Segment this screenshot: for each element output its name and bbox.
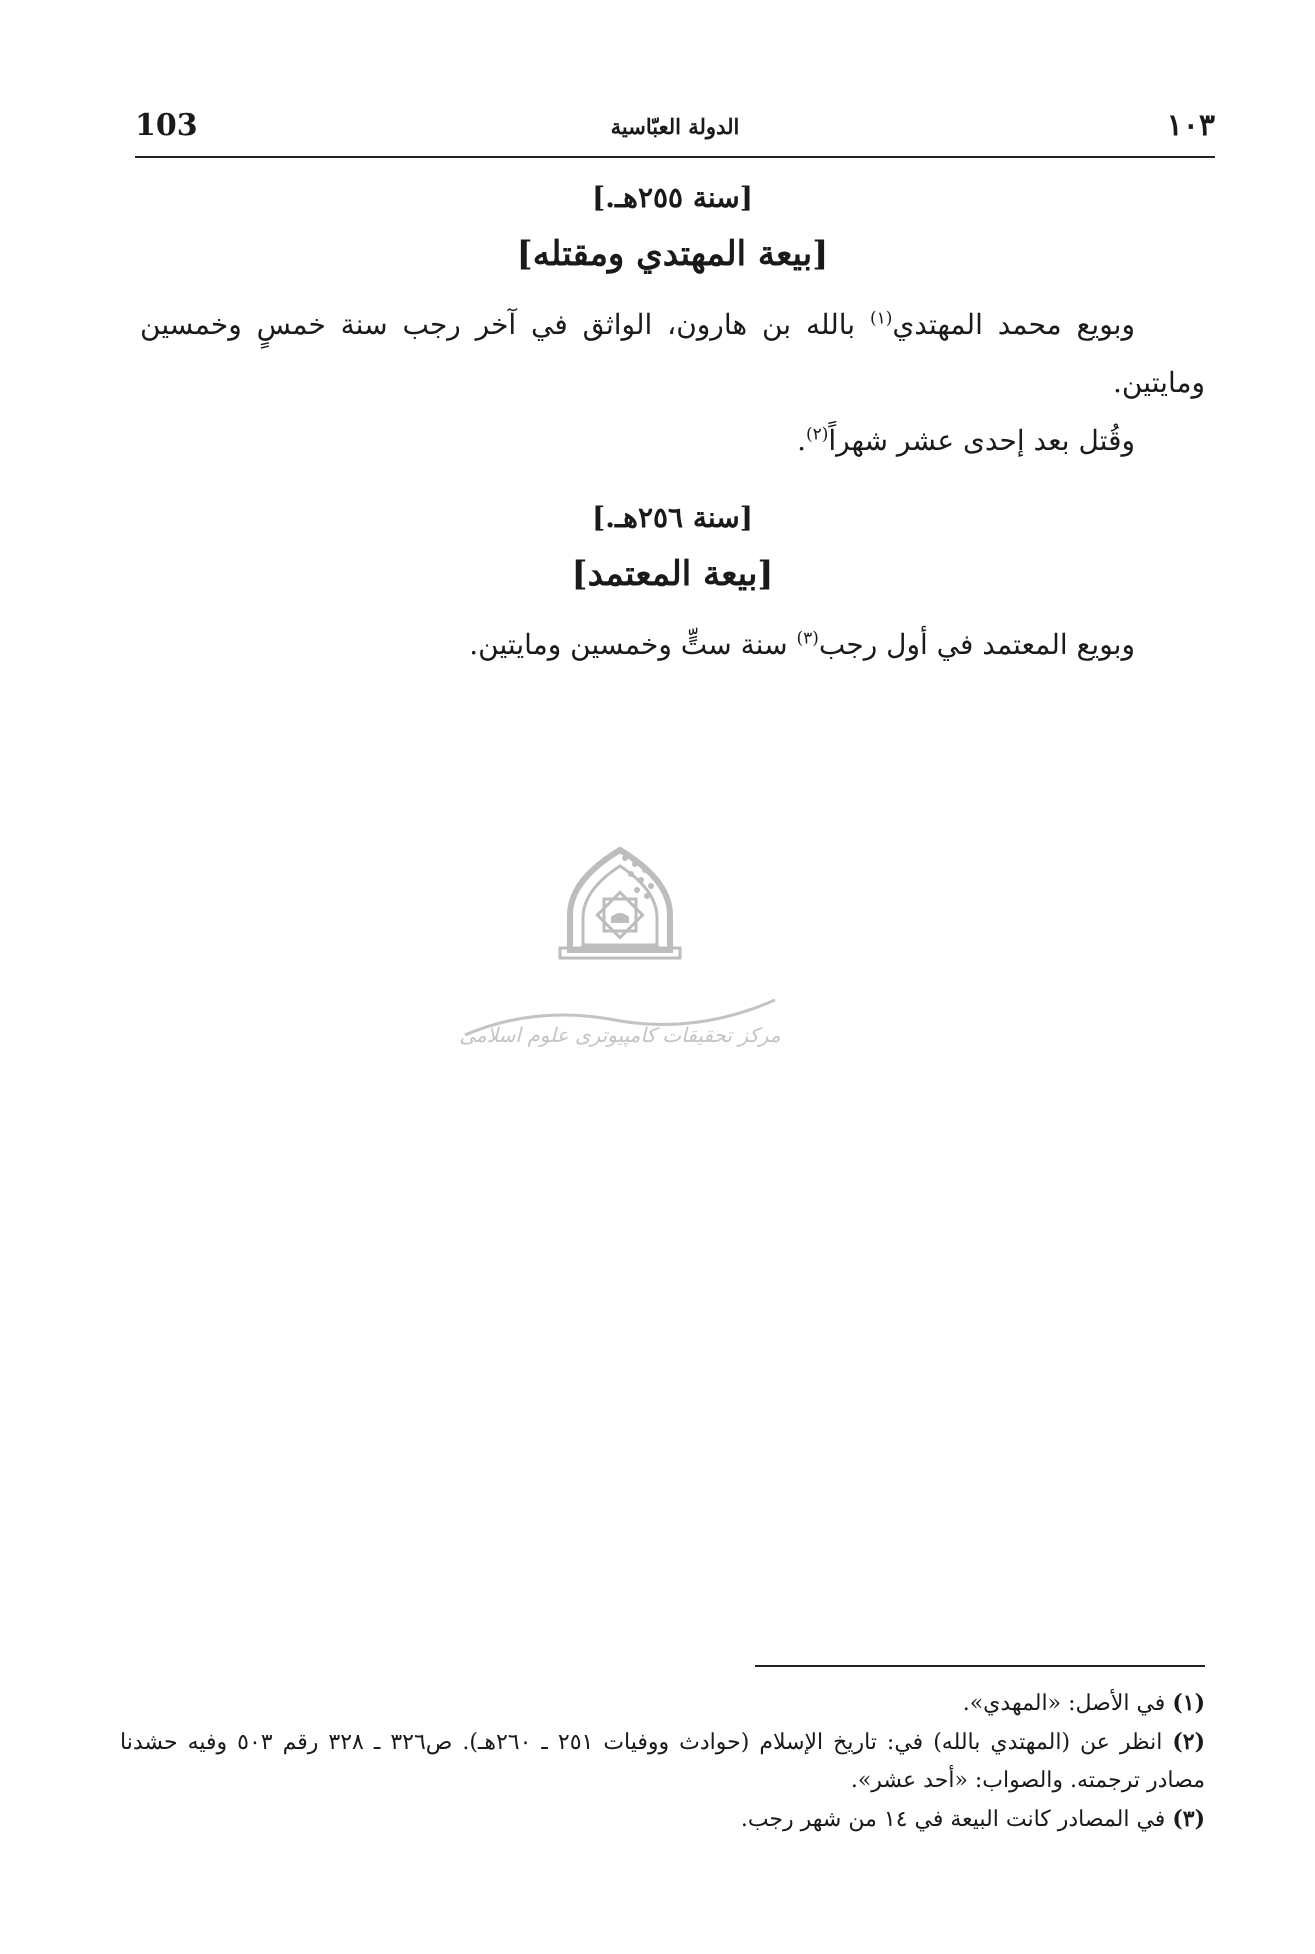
footnote-ref[interactable]: (٣) xyxy=(796,628,819,649)
section-year-heading: [سنة ٢٥٦هـ.] xyxy=(591,501,753,534)
footnote-number: (٣) xyxy=(1172,1806,1205,1832)
footnote-item xyxy=(120,1684,1205,1723)
page-number-latin: 103 xyxy=(135,108,198,143)
footnote-text: انظر عن (المهتدي بالله) في: تاريخ الإسلام (حوادث ووفيات ٢٥١ ـ ٢٦٠هـ). ص٣٢٦ ـ ٣٢٨ رقم ٥٠٣ وفيه حشدنا مصادر ترجمته. والصواب: «أحد عشر». xyxy=(120,1730,1205,1793)
footnotes xyxy=(120,1684,1205,1839)
header-rule xyxy=(135,156,1215,158)
footnote-text: في المصادر كانت البيعة في ١٤ من شهر رجب. xyxy=(740,1807,1173,1832)
paragraph-text: وقُتل بعد إحدى عشر شهراً xyxy=(828,424,1135,457)
paragraph xyxy=(140,412,1205,470)
page-number-arabic: ١٠٣ xyxy=(1166,108,1215,143)
institute-emblem-icon xyxy=(455,820,785,1060)
section-spacer xyxy=(140,470,1205,492)
main-text xyxy=(140,172,1205,674)
footnote-text: في الأصل: «المهدي». xyxy=(962,1691,1173,1716)
watermark xyxy=(455,820,785,1060)
footnote-ref[interactable]: (٢) xyxy=(805,424,829,445)
footnote-number: (١) xyxy=(1172,1690,1205,1716)
section-256 xyxy=(140,492,1205,674)
footnote-rule xyxy=(755,1665,1205,1667)
paragraph-text: وبويع المعتمد في أول رجب xyxy=(818,628,1135,661)
paragraph-text: . xyxy=(797,424,806,457)
section-255 xyxy=(140,172,1205,470)
footnote-number: (٢) xyxy=(1172,1729,1205,1755)
paragraph-text: وبويع محمد المهتدي xyxy=(892,308,1135,341)
running-head xyxy=(135,108,1215,158)
footnote-ref[interactable]: (١) xyxy=(869,308,893,329)
footnote-item xyxy=(120,1723,1205,1800)
section-title-heading: [بيعة المعتمد] xyxy=(571,554,774,594)
watermark-caption: مرکز تحقیقات کامپیوتری علوم اسلامی xyxy=(459,1023,781,1047)
section-title-heading: [بيعة المهتدي ومقتله] xyxy=(516,234,829,274)
paragraph-text: بالله بن هارون، الواثق في آخر رجب سنة خمسٍ وخمسين ومايتين. xyxy=(140,308,1205,399)
paragraph-text: سنة ستٍّ وخمسين ومايتين. xyxy=(469,628,797,661)
paragraph xyxy=(140,616,1205,674)
footnote-item xyxy=(120,1800,1205,1839)
section-year-heading: [سنة ٢٥٥هـ.] xyxy=(591,181,753,214)
running-title: الدولة العبّاسية xyxy=(610,114,740,139)
paragraph xyxy=(140,296,1205,412)
